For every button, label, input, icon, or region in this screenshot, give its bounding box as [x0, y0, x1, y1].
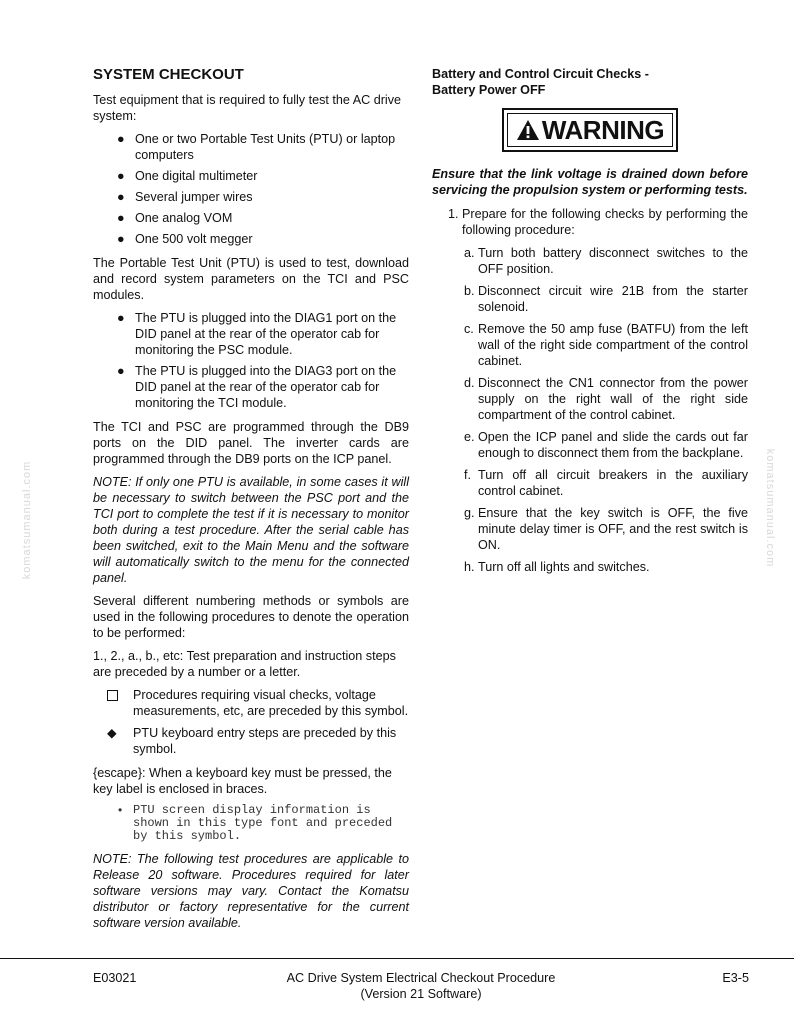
list-item: h. Turn off all lights and switches.	[464, 560, 650, 574]
numbering-paragraph: Several different numbering methods or symbols are used in the following procedures to denote the operation to be performed:	[93, 594, 409, 640]
warning-box	[502, 108, 678, 152]
list-item: ◆ PTU keyboard entry steps are preceded by this symbol.	[107, 726, 397, 756]
list-item: ● The PTU is plugged into the DIAG1 port on the DID panel at the rear of the operator cab for monitoring the PSC module.	[117, 311, 397, 357]
watermark-right: komatsumanual.com	[764, 448, 776, 568]
list-item: ● One digital multimeter	[117, 169, 258, 183]
bullet-icon: ●	[117, 169, 125, 183]
watermark-left: komatsumanual.com	[21, 460, 33, 580]
list-item: f. Turn off all circuit breakers in the auxiliary control cabinet.	[464, 468, 748, 498]
tci-paragraph: The TCI and PSC are programmed through the DB9 ports on the DID panel. The inverter cards are programmed through the DB9 ports on the ICP panel.	[93, 420, 409, 466]
substep-list	[432, 245, 748, 575]
list-item: e. Open the ICP panel and slide the cards out far enough to disconnect them from the backplane.	[464, 430, 748, 460]
list-item: g. Ensure that the key switch is OFF, the five minute delay timer is OFF, and the rest switch is ON.	[464, 506, 748, 552]
bullet-icon: ●	[117, 311, 125, 325]
diamond-icon: ◆	[107, 726, 117, 740]
subsection-heading: Battery and Control Circuit Checks - Battery Power OFF	[432, 67, 649, 97]
note-release: NOTE: The following test procedures are applicable to Release 20 software. Procedures required for later software versions may vary. Contact the Komatsu distributor or factory representative for the current software version available.	[93, 852, 409, 930]
note-ptu: NOTE: If only one PTU is available, in some cases it will be necessary to switch between the PSC port and the TCI port to complete the test if it is necessary to monitor both during a test procedure. After the serial cable has been switched, exit to the Main Menu and the software will automatically switch to the menu for the connected panel.	[93, 475, 409, 585]
ptu-list	[93, 310, 409, 411]
document-title: AC Drive System Electrical Checkout Procedure (Version 21 Software)	[286, 971, 556, 1001]
warning-label: WARNING	[541, 115, 665, 145]
equipment-list	[93, 131, 409, 247]
list-item: c. Remove the 50 amp fuse (BATFU) from the left wall of the right side compartment of the control cabinet.	[464, 322, 748, 368]
checkbox-square-icon	[107, 687, 118, 705]
list-item: Procedures requiring visual checks, voltage measurements, etc, are preceded by this symbol.	[93, 687, 409, 719]
page-number: E3-5	[722, 971, 749, 985]
list-item: d. Disconnect the CN1 connector from the power supply on the right wall of the right side compartment of the control cabinet.	[464, 376, 748, 422]
footer-divider	[0, 958, 794, 959]
mono-example-list	[93, 804, 409, 843]
bullet-icon: ●	[117, 190, 125, 204]
ptu-paragraph: The Portable Test Unit (PTU) is used to test, download and record system parameters on the TCI and PSC modules.	[93, 256, 409, 302]
procedure-list	[432, 206, 748, 238]
list-item: ● One 500 volt megger	[117, 232, 253, 246]
bullet-icon: ●	[117, 211, 125, 225]
symbol-list	[93, 687, 409, 757]
bullet-icon: ●	[117, 364, 125, 378]
document-code: E03021	[93, 971, 137, 985]
small-bullet-icon: •	[118, 803, 123, 817]
bullet-icon: ●	[117, 232, 125, 246]
list-item: b. Disconnect circuit wire 21B from the starter solenoid.	[464, 284, 748, 314]
right-column	[432, 66, 748, 581]
warning-text: Ensure that the link voltage is drained down before servicing the propulsion system or performing tests.	[432, 167, 748, 197]
list-item: ● One or two Portable Test Units (PTU) or laptop computers	[117, 132, 396, 162]
list-item: ● The PTU is plugged into the DIAG3 port on the DID panel at the rear of the operator cab for monitoring the TCI module.	[117, 364, 397, 410]
list-item: 1. Prepare for the following checks by performing the following procedure:	[448, 207, 748, 237]
list-item: a. Turn both battery disconnect switches to the OFF position.	[464, 246, 748, 276]
bullet-icon: ●	[117, 132, 125, 146]
section-title: SYSTEM CHECKOUT	[93, 66, 244, 83]
escape-paragraph: {escape}: When a keyboard key must be pressed, the key label is enclosed in braces.	[93, 766, 392, 796]
list-item: • PTU screen display information is shown in this type font and preceded by this symbol.	[118, 803, 393, 843]
left-column	[93, 66, 409, 938]
steps-paragraph: 1., 2., a., b., etc: Test preparation and instruction steps are preceded by a number or a letter.	[93, 649, 396, 679]
list-item: ● One analog VOM	[117, 211, 233, 225]
list-item: ● Several jumper wires	[117, 190, 253, 204]
intro-paragraph: Test equipment that is required to fully test the AC drive system:	[93, 93, 402, 123]
